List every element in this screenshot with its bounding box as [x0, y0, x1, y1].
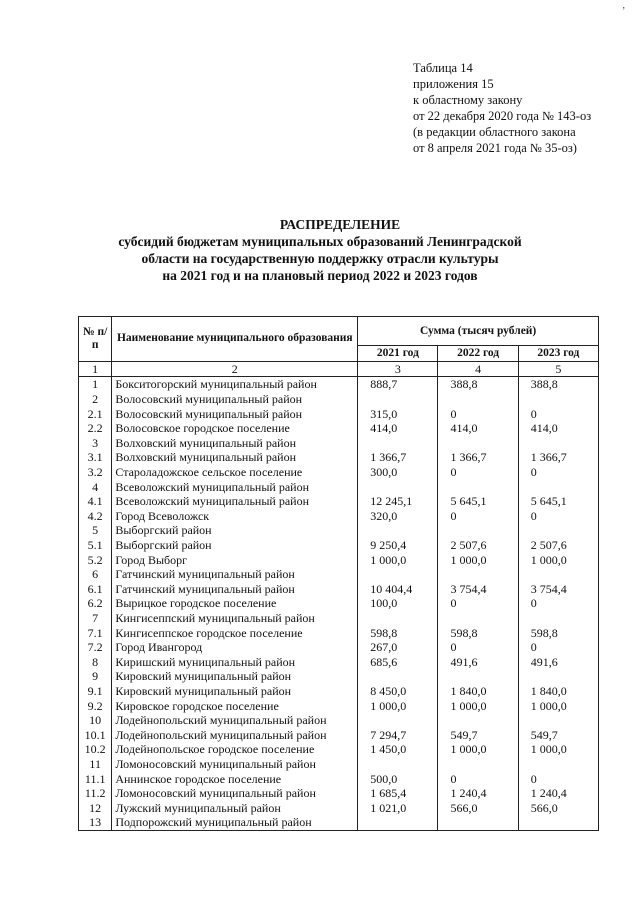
table-row	[79, 494, 599, 509]
row-value-2021	[358, 567, 438, 582]
row-number: 9.1	[79, 684, 112, 699]
row-municipality: Волосовский муниципальный район	[112, 406, 358, 421]
title-line: области на государственную поддержку отрасли культуры	[141, 251, 499, 266]
row-value-2022	[438, 669, 518, 684]
row-value-2023: 388,8	[518, 377, 598, 392]
row-number: 11.2	[79, 786, 112, 801]
appendix-note	[413, 60, 591, 156]
row-municipality: Город Выборг	[112, 552, 358, 567]
row-number: 9	[79, 669, 112, 684]
table-row	[79, 523, 599, 538]
table-row	[79, 582, 599, 597]
row-number: 3.1	[79, 450, 112, 465]
row-value-2021	[358, 479, 438, 494]
row-number: 11	[79, 757, 112, 772]
table-row	[79, 786, 599, 801]
row-number: 4.2	[79, 509, 112, 524]
table-row	[79, 538, 599, 553]
row-value-2023: 0	[518, 596, 598, 611]
row-value-2023: 0	[518, 771, 598, 786]
appendix-line: от 22 декабря 2020 года № 143-оз	[413, 109, 592, 123]
table-row	[79, 800, 599, 815]
table-row	[79, 465, 599, 480]
column-number: 5	[518, 361, 598, 377]
row-municipality: Волосовский муниципальный район	[112, 392, 358, 407]
row-value-2022: 566,0	[438, 800, 518, 815]
row-number: 3.2	[79, 465, 112, 480]
column-number: 3	[358, 361, 438, 377]
row-value-2021: 100,0	[358, 596, 438, 611]
table-row	[79, 450, 599, 465]
row-value-2023: 491,6	[518, 654, 598, 669]
row-number: 10.2	[79, 742, 112, 757]
row-value-2021: 888,7	[358, 377, 438, 392]
row-value-2023: 1 000,0	[518, 698, 598, 713]
row-municipality: Город Всеволожск	[112, 509, 358, 524]
row-value-2021: 9 250,4	[358, 538, 438, 553]
row-value-2021: 12 245,1	[358, 494, 438, 509]
row-municipality: Лодейнопольский муниципальный район	[112, 727, 358, 742]
row-number: 8	[79, 654, 112, 669]
row-number: 9.2	[79, 698, 112, 713]
row-value-2023: 598,8	[518, 625, 598, 640]
row-value-2023: 1 000,0	[518, 742, 598, 757]
row-value-2022	[438, 567, 518, 582]
row-value-2023: 1 000,0	[518, 552, 598, 567]
row-value-2023: 2 507,6	[518, 538, 598, 553]
table-row	[79, 552, 599, 567]
row-value-2021: 8 450,0	[358, 684, 438, 699]
row-municipality: Ломоносовский муниципальный район	[112, 786, 358, 801]
row-value-2021	[358, 815, 438, 830]
row-value-2023	[518, 392, 598, 407]
table-row	[79, 815, 599, 830]
row-number: 6.1	[79, 582, 112, 597]
row-value-2023: 414,0	[518, 421, 598, 436]
row-value-2022: 5 645,1	[438, 494, 518, 509]
row-value-2022: 549,7	[438, 727, 518, 742]
row-number: 6.2	[79, 596, 112, 611]
row-municipality: Староладожское сельское поселение	[112, 465, 358, 480]
row-value-2022: 0	[438, 509, 518, 524]
appendix-line: от 8 апреля 2021 года № 35-оз)	[413, 141, 577, 155]
row-value-2021: 1 000,0	[358, 698, 438, 713]
row-value-2022: 491,6	[438, 654, 518, 669]
row-municipality: Лужский муниципальный район	[112, 800, 358, 815]
row-municipality: Лодейнопольское городское поселение	[112, 742, 358, 757]
row-value-2021: 320,0	[358, 509, 438, 524]
row-value-2021: 500,0	[358, 771, 438, 786]
row-number: 7	[79, 611, 112, 626]
header-sum: Сумма (тысяч рублей)	[358, 317, 599, 346]
row-value-2022	[438, 713, 518, 728]
row-municipality: Бокситогорский муниципальный район	[112, 377, 358, 392]
title-line: на 2021 год и на плановый период 2022 и 2023 годов	[162, 268, 478, 283]
appendix-line: (в редакции областного закона	[413, 125, 576, 139]
row-value-2021: 267,0	[358, 640, 438, 655]
column-number: 4	[438, 361, 518, 377]
row-value-2023: 1 366,7	[518, 450, 598, 465]
row-municipality: Гатчинский муниципальный район	[112, 582, 358, 597]
row-municipality: Кингисеппский муниципальный район	[112, 611, 358, 626]
row-value-2022	[438, 479, 518, 494]
row-value-2023	[518, 436, 598, 451]
row-value-2023: 0	[518, 406, 598, 421]
table-row	[79, 757, 599, 772]
row-number: 11.1	[79, 771, 112, 786]
table-row	[79, 727, 599, 742]
row-value-2022: 388,8	[438, 377, 518, 392]
row-value-2023	[518, 611, 598, 626]
table-row	[79, 406, 599, 421]
table-row	[79, 479, 599, 494]
row-municipality: Кингисеппское городское поселение	[112, 625, 358, 640]
row-municipality: Кировское городское поселение	[112, 698, 358, 713]
row-value-2023	[518, 757, 598, 772]
document-title	[0, 216, 640, 284]
row-number: 6	[79, 567, 112, 582]
row-municipality: Выборгский район	[112, 538, 358, 553]
row-value-2022: 414,0	[438, 421, 518, 436]
row-value-2022: 598,8	[438, 625, 518, 640]
row-value-2023: 3 754,4	[518, 582, 598, 597]
row-number: 7.1	[79, 625, 112, 640]
distribution-table	[78, 316, 599, 831]
row-municipality: Кировский муниципальный район	[112, 684, 358, 699]
table-row	[79, 567, 599, 582]
row-value-2021	[358, 713, 438, 728]
row-number: 10.1	[79, 727, 112, 742]
row-municipality: Гатчинский муниципальный район	[112, 567, 358, 582]
row-number: 12	[79, 800, 112, 815]
row-number: 13	[79, 815, 112, 830]
row-value-2022: 2 507,6	[438, 538, 518, 553]
row-value-2021	[358, 523, 438, 538]
row-number: 2	[79, 392, 112, 407]
row-value-2022	[438, 815, 518, 830]
row-number: 4.1	[79, 494, 112, 509]
row-value-2021: 1 450,0	[358, 742, 438, 757]
column-number: 2	[112, 361, 358, 377]
row-value-2022: 0	[438, 640, 518, 655]
row-value-2022: 0	[438, 406, 518, 421]
row-value-2021: 1 685,4	[358, 786, 438, 801]
row-value-2023: 5 645,1	[518, 494, 598, 509]
table-body	[79, 377, 599, 830]
row-value-2023: 0	[518, 640, 598, 655]
row-value-2023: 0	[518, 465, 598, 480]
row-value-2021: 1 021,0	[358, 800, 438, 815]
table-row	[79, 684, 599, 699]
row-value-2022	[438, 392, 518, 407]
row-number: 5	[79, 523, 112, 538]
row-value-2022: 0	[438, 465, 518, 480]
column-number: 1	[79, 361, 112, 377]
row-value-2021: 10 404,4	[358, 582, 438, 597]
table-row	[79, 771, 599, 786]
header-year-2022: 2022 год	[438, 346, 518, 362]
row-number: 5.1	[79, 538, 112, 553]
table-row	[79, 654, 599, 669]
row-value-2023: 0	[518, 509, 598, 524]
row-value-2023	[518, 669, 598, 684]
row-number: 1	[79, 377, 112, 392]
row-value-2022: 1 366,7	[438, 450, 518, 465]
table-row	[79, 596, 599, 611]
row-municipality: Город Ивангород	[112, 640, 358, 655]
row-value-2021: 414,0	[358, 421, 438, 436]
row-value-2022	[438, 757, 518, 772]
row-value-2022: 1 840,0	[438, 684, 518, 699]
row-value-2022: 1 240,4	[438, 786, 518, 801]
row-value-2023: 549,7	[518, 727, 598, 742]
row-value-2023: 1 240,4	[518, 786, 598, 801]
table-row	[79, 421, 599, 436]
row-value-2023	[518, 479, 598, 494]
title-heading: РАСПРЕДЕЛЕНИЕ	[279, 217, 401, 232]
table-row	[79, 669, 599, 684]
row-number: 10	[79, 713, 112, 728]
row-value-2023: 566,0	[518, 800, 598, 815]
appendix-line: Таблица 14	[413, 61, 473, 75]
row-value-2022: 1 000,0	[438, 698, 518, 713]
row-municipality: Киришский муниципальный район	[112, 654, 358, 669]
row-municipality: Волховский муниципальный район	[112, 436, 358, 451]
table-row	[79, 742, 599, 757]
row-municipality: Всеволожский муниципальный район	[112, 494, 358, 509]
row-municipality: Кировский муниципальный район	[112, 669, 358, 684]
appendix-line: приложения 15	[413, 77, 494, 91]
row-number: 3	[79, 436, 112, 451]
row-value-2022: 3 754,4	[438, 582, 518, 597]
row-value-2021	[358, 392, 438, 407]
row-value-2021: 315,0	[358, 406, 438, 421]
row-value-2022	[438, 436, 518, 451]
row-value-2022: 0	[438, 771, 518, 786]
table-row	[79, 611, 599, 626]
row-value-2021: 7 294,7	[358, 727, 438, 742]
row-value-2023	[518, 713, 598, 728]
row-value-2022: 1 000,0	[438, 742, 518, 757]
row-number: 2.2	[79, 421, 112, 436]
row-value-2023: 1 840,0	[518, 684, 598, 699]
row-municipality: Волховский муниципальный район	[112, 450, 358, 465]
row-value-2022	[438, 523, 518, 538]
appendix-line: к областному закону	[413, 93, 523, 107]
row-municipality: Подпорожский муниципальный район	[112, 815, 358, 830]
row-municipality: Вырицкое городское поселение	[112, 596, 358, 611]
header-num: № п/п	[79, 317, 112, 362]
row-number: 4	[79, 479, 112, 494]
row-municipality: Аннинское городское поселение	[112, 771, 358, 786]
row-value-2021	[358, 611, 438, 626]
header-name: Наименование муниципального образования	[112, 317, 358, 362]
row-value-2022	[438, 611, 518, 626]
corner-mark: ’	[622, 6, 626, 17]
table-row	[79, 640, 599, 655]
row-value-2021: 685,6	[358, 654, 438, 669]
header-year-2021: 2021 год	[358, 346, 438, 362]
table-row	[79, 377, 599, 392]
row-number: 7.2	[79, 640, 112, 655]
table-row	[79, 392, 599, 407]
table-row	[79, 713, 599, 728]
row-municipality: Волосовское городское поселение	[112, 421, 358, 436]
row-municipality: Ломоносовский муниципальный район	[112, 757, 358, 772]
table-row	[79, 436, 599, 451]
header-year-2023: 2023 год	[518, 346, 598, 362]
row-value-2021	[358, 436, 438, 451]
row-number: 5.2	[79, 552, 112, 567]
row-value-2023	[518, 523, 598, 538]
row-value-2021: 1 366,7	[358, 450, 438, 465]
title-line: субсидий бюджетам муниципальных образований Ленинградской	[118, 234, 522, 249]
row-value-2021: 300,0	[358, 465, 438, 480]
row-value-2023	[518, 815, 598, 830]
table-row	[79, 698, 599, 713]
row-value-2022: 1 000,0	[438, 552, 518, 567]
row-value-2023	[518, 567, 598, 582]
row-value-2022: 0	[438, 596, 518, 611]
table-row	[79, 625, 599, 640]
row-number: 2.1	[79, 406, 112, 421]
row-value-2021	[358, 669, 438, 684]
row-value-2021: 1 000,0	[358, 552, 438, 567]
row-municipality: Лодейнопольский муниципальный район	[112, 713, 358, 728]
row-value-2021	[358, 757, 438, 772]
row-municipality: Всеволожский муниципальный район	[112, 479, 358, 494]
row-value-2021: 598,8	[358, 625, 438, 640]
table-row	[79, 509, 599, 524]
row-municipality: Выборгский район	[112, 523, 358, 538]
